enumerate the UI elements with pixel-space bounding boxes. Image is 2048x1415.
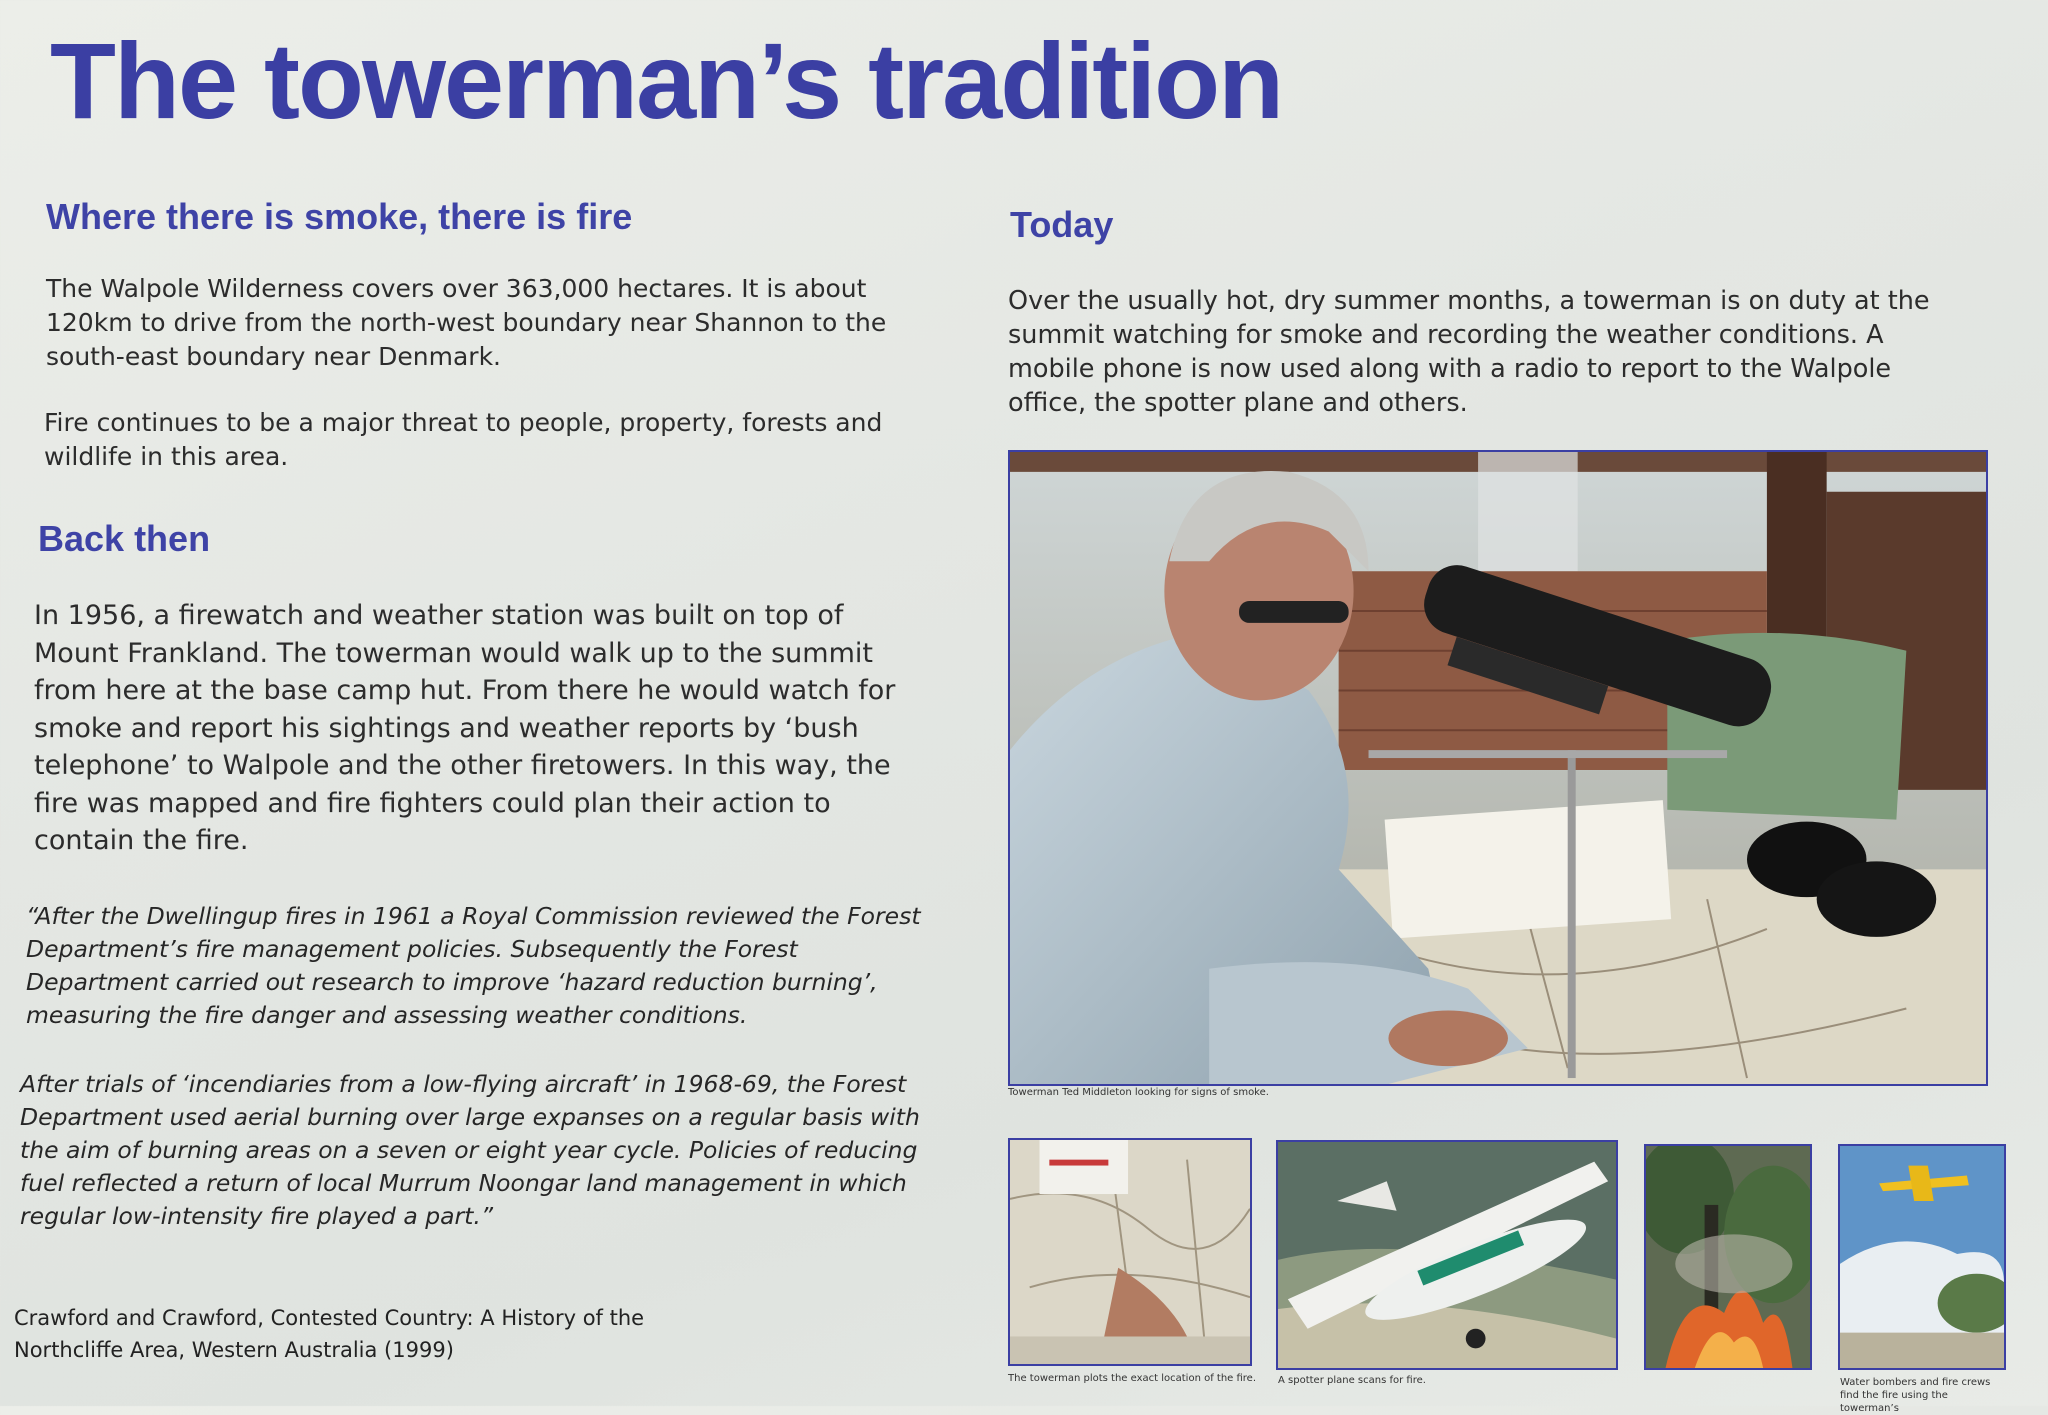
thumb-map-illustration [1010, 1140, 1250, 1364]
thumb-caption-2: A spotter plane scans for fire. [1278, 1375, 1426, 1386]
thumb-caption-4: Water bombers and fire crews find the fire using the towerman’s [1840, 1377, 1991, 1414]
back-then-heading: Back then [38, 518, 211, 559]
today-paragraph: Over the usually hot, dry summer months, a towerman is on duty at the summit watching for smoke and recording the weather conditions. A mobile phone is now used along with a radio to report to the Walpole office, the spotter plane and others. [1008, 286, 1930, 418]
towerman-photo-illustration [1010, 452, 1986, 1084]
thumb-photo-water-bomber [1838, 1144, 2006, 1370]
thumb-photo-plane [1276, 1140, 1618, 1370]
smoke-paragraph-1: The Walpole Wilderness covers over 363,000 hectares. It is about 120km to drive from the north-west boundary near Shannon to the south-east boundary near Denmark. [46, 274, 887, 371]
thumb-plane-illustration [1278, 1142, 1616, 1368]
today-heading: Today [1010, 204, 1114, 245]
back-then-paragraph: In 1956, a firewatch and weather station was built on top of Mount Frankland. The towerman would walk up to the summit from here at the base camp hut. From there he would watch for smoke and report his sightings and weather reports by ‘bush telephone’ to Walpole and the other firetowers. In this way, the fire was mapped and fire fighters could plan their action to contain the fire. [34, 600, 896, 856]
thumb-photo-map [1008, 1138, 1252, 1366]
towerman-photo [1008, 450, 1988, 1086]
thumb-caption-1: The towerman plots the exact location of the fire. [1008, 1373, 1257, 1384]
thumb-photo-fire [1644, 1144, 1812, 1370]
citation: Crawford and Crawford, Contested Country: A History of the Northcliffe Area, Western Australia (1999) [14, 1306, 645, 1362]
thumb-bomber-illustration [1840, 1146, 2004, 1368]
quote-paragraph-2: After trials of ‘incendiaries from a low-flying aircraft’ in 1968-69, the Forest Department used aerial burning over large expanses on a regular basis with the aim of burning areas on a seven or eight year cycle. Policies of reducing fuel reflected a return of local Murrum Noongar land management in which regular low-intensity fire played a part.” [20, 1070, 920, 1230]
thumb-fire-illustration [1646, 1146, 1810, 1368]
smoke-heading: Where there is smoke, there is fire [46, 196, 633, 237]
main-photo-caption: Towerman Ted Middleton looking for signs of smoke. [1008, 1087, 1269, 1098]
smoke-paragraph-2: Fire continues to be a major threat to people, property, forests and wildlife in this area. [44, 408, 883, 471]
quote-paragraph-1: “After the Dwellingup fires in 1961 a Royal Commission reviewed the Forest Department’s fire management policies. Subsequently the Forest Department carried out research to improve ‘hazard reduction burning’, measuring the fire danger and assessing weather conditions. [26, 902, 921, 1029]
page-title: The towerman’s tradition [50, 20, 1283, 141]
